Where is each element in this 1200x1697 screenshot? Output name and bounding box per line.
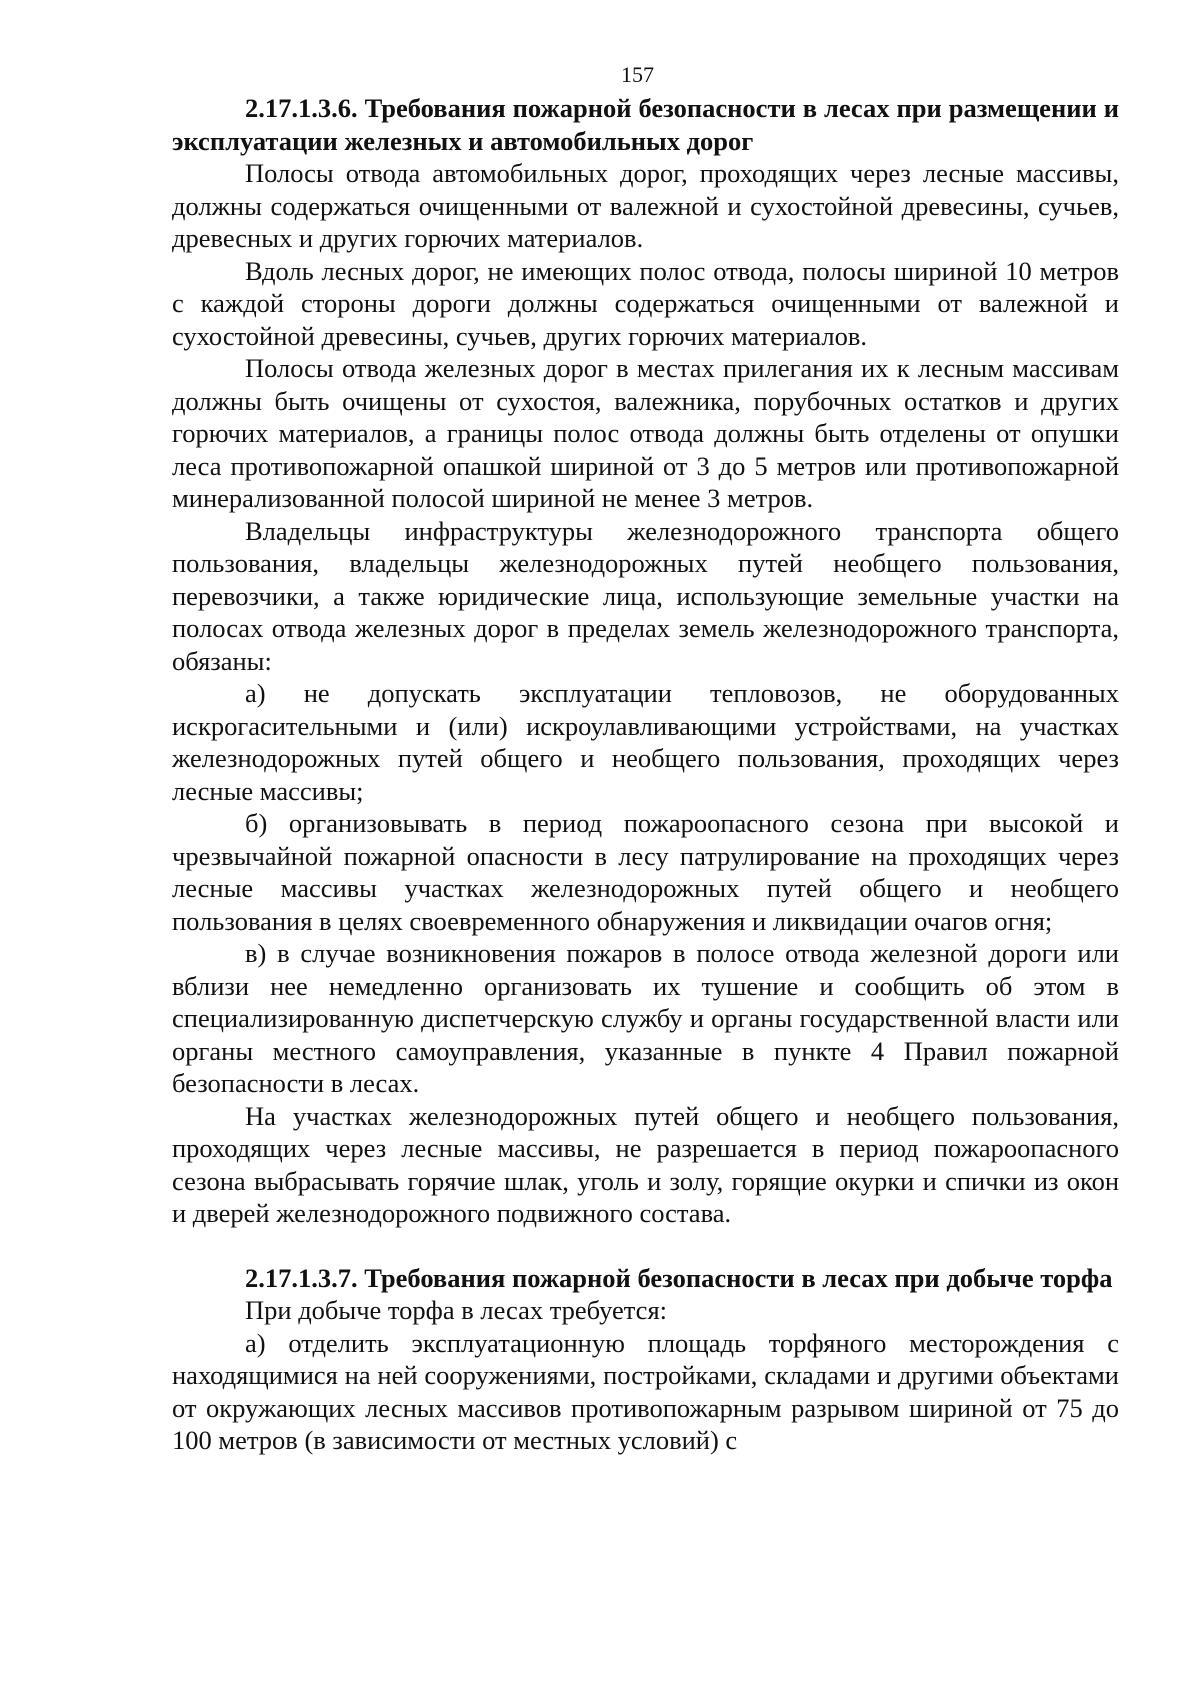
paragraph: Полосы отвода железных дорог в местах прилегания их к лесным массивам должны быть очищены от сухостоя, валежника, порубочных остатков и других горючих материалов, а границы полос отвода должны быть отделены от опушки леса противопожарной опашкой шириной от 3 до 5 метров или противопожарной минерализованной полосой шириной не менее 3 метров. bbox=[172, 353, 1119, 513]
section-spacer bbox=[172, 1230, 1119, 1262]
paragraph: На участках железнодорожных путей общего и необщего пользования, проходящих через лесные массивы, не разрешается в период пожароопасного сезона выбрасывать горячие шлак, уголь и золу, горящие окурки и спички из окон и дверей железнодорожного подвижного состава. bbox=[172, 1100, 1119, 1228]
list-item-a: а) отделить эксплуатационную площадь торфяного месторождения с находящимися на ней сооружениями, постройками, складами и другими объектами от окружающих лесных массивов противопожарным разрывом шириной от 75 до 100 метров (в зависимости от местных условий) с bbox=[172, 1327, 1119, 1455]
section-2-17-1-3-6 bbox=[172, 92, 1119, 1230]
paragraph: При добыче торфа в лесах требуется: bbox=[245, 1295, 667, 1325]
document-page bbox=[172, 62, 1119, 1457]
section-heading: 2.17.1.3.6. Требования пожарной безопасности в лесах при размещении и эксплуатации железных и автомобильных дорог bbox=[172, 93, 1119, 156]
paragraph: Владельцы инфраструктуры железнодорожного транспорта общего пользования, владельцы железнодорожных путей необщего пользования, перевозчики, а также юридические лица, использующие земельные участки на полосах отвода железных дорог в пределах земель железнодорожного транспорта, обязаны: bbox=[172, 515, 1119, 676]
list-item-c: в) в случае возникновения пожаров в полосе отвода железной дороги или вблизи нее немедленно организовать их тушение и сообщить об этом в специализированную диспетчерскую службу и органы государственной власти или органы местного самоуправления, указанные в пункте 4 Правил пожарной безопасности в лесах. bbox=[172, 938, 1119, 1098]
page-number: 157 bbox=[621, 62, 654, 87]
section-heading: 2.17.1.3.7. Требования пожарной безопасности в лесах при добыче торфа bbox=[245, 1262, 1113, 1293]
list-item-b: б) организовывать в период пожароопасного сезона при высокой и чрезвычайной пожарной опасности в лесу патрулирование на проходящих через лесные массивы участках железнодорожных путей общего и необщего пользования в целях своевременного обнаружения и ликвидации очагов огня; bbox=[172, 808, 1119, 936]
paragraph: Вдоль лесных дорог, не имеющих полос отвода, полосы шириной 10 метров с каждой стороны дороги должны содержаться очищенными от валежной и сухостойной древесины, сучьев, других горючих материалов. bbox=[172, 255, 1119, 351]
list-item-a: а) не допускать эксплуатации тепловозов, не оборудованных искрогасительными и (или) искроулавливающими устройствами, на участках железнодорожных путей общего и необщего пользования, проходящих через лесные массивы; bbox=[172, 678, 1119, 806]
paragraph: Полосы отвода автомобильных дорог, проходящих через лесные массивы, должны содержаться очищенными от валежной и сухостойной древесины, сучьев, древесных и других горючих материалов. bbox=[172, 158, 1119, 253]
section-2-17-1-3-7 bbox=[172, 1262, 1119, 1457]
